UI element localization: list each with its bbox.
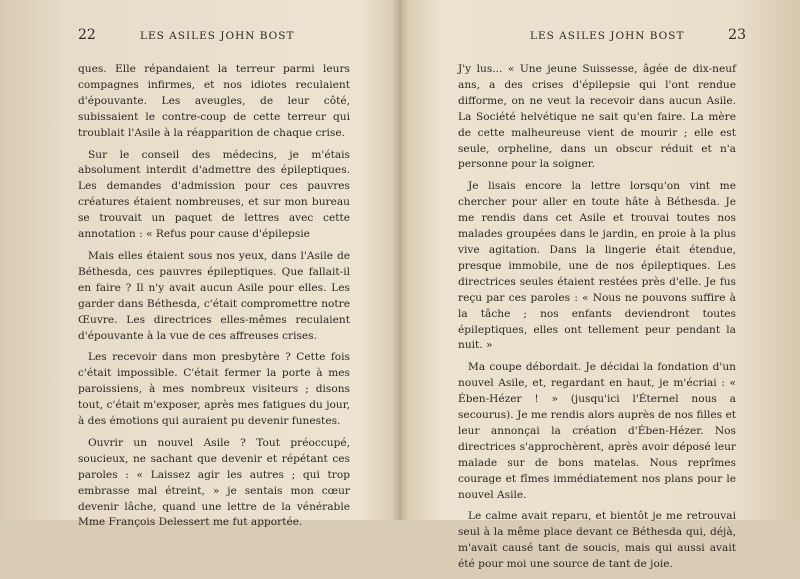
- paragraph: Mais elles étaient sous nos yeux, dans l'Asile de Béthesda, ces pauvres épileptiques. Que fallait-il en faire ? Il n'y avait aucun Asile pour elles. Les garder dans Béthesda, c'était compromettre notre Œuvre. Les directrices elles-mêmes reculaient d'épouvante à la vue de ces affreuses crises.: [78, 249, 350, 342]
- right-running-title: LES ASILES JOHN BOST: [530, 30, 685, 42]
- left-page: [0, 0, 396, 529]
- paragraph: Ma coupe débordait. Je décidai la fondation d'un nouvel Asile, et, regardant en haut, je m'écriai : « Ében-Hézer ! » (jusqu'ici l'Éternel nous a secourus). Je me rendis alors auprès de nos filles et leur annonçai la création d'Ében-Hézer. Nos directrices s'approchèrent, après avoir déposé leur malade sur de bons matelas. Nous reprîmes courage et fîmes immédiatement nos plans pour le nouvel Asile.: [458, 361, 736, 501]
- left-running-title: LES ASILES JOHN BOST: [140, 30, 295, 42]
- paragraph: Les recevoir dans mon presbytère ? Cette fois c'était impossible. C'était fermer la porte à mes paroissiens, à mes nombreux visiteurs ; disons tout, c'était m'exposer, après mes fatigues du jour, à des émotions qui auraient pu devenir funestes.: [78, 351, 350, 428]
- left-page-text: [78, 62, 350, 537]
- right-page-header: [450, 27, 746, 48]
- left-page-number: 22: [78, 27, 96, 43]
- paragraph: Sur le conseil des médecins, je m'étais absolument interdit d'admettre des épileptiques. Les demandes d'admission pour ces pauvres créatures étaient nombreuses, et sur mon bureau se trouvait un paquet de lettres avec cette annotation : « Refus pour cause d'épilepsie: [78, 148, 350, 241]
- right-page-number: 23: [728, 27, 746, 43]
- paragraph: Ouvrir un nouvel Asile ? Tout préoccupé, soucieux, ne sachant que devenir et répétant ces paroles : « Laissez agir les autres ; qui trop embrasse mal étreint, » je sentais mon cœur devenir lâche, quand une lettre de la vénérable Mme François Delessert me fut apportée.: [78, 436, 350, 529]
- paragraph: Je lisais encore la lettre lorsqu'on vint me chercher pour aller en toute hâte à Béthesda. Je me rendis dans cet Asile et trouvai toutes nos malades groupées dans le jardin, en proie à la plus vive agitation. Dans la lingerie était étendue, presque immobile, une de nos épileptiques. Les directrices seules étaient restées près d'elle. Je fus reçu par ces paroles : « Nous ne pouvons suffire à la tâche ; nos enfants deviendront toutes épileptiques, elles ont tellement peur pendant la nuit. »: [458, 180, 736, 352]
- paragraph: ques. Elle répandaient la terreur parmi leurs compagnes infirmes, et nos idiotes reculaient d'épouvante. Les aveugles, de leur côté, subissaient le contre-coup de cette terreur qui troublait l'Asile à la réapparition de chaque crise.: [78, 63, 350, 139]
- right-page: [404, 0, 800, 571]
- paragraph: Le calme avait reparu, et bientôt je me retrouvai seul à la même place devant ce Béthesda qui, déjà, m'avait causé tant de soucis, mais qui aussi avait été pour moi une source de tant de joie.: [458, 510, 736, 571]
- paragraph: J'y lus... « Une jeune Suissesse, âgée de dix-neuf ans, a des crises d'épilepsie qui l'ont rendue difforme, on ne veut la recevoir dans aucun Asile. La Société helvétique ne sait qu'en faire. La mère de cette malheureuse vient de mourir ; elle est seule, orpheline, dans un obscur réduit et n'a personne pour la soigner.: [458, 63, 736, 171]
- right-page-text: [458, 62, 736, 579]
- left-page-header: [78, 27, 364, 48]
